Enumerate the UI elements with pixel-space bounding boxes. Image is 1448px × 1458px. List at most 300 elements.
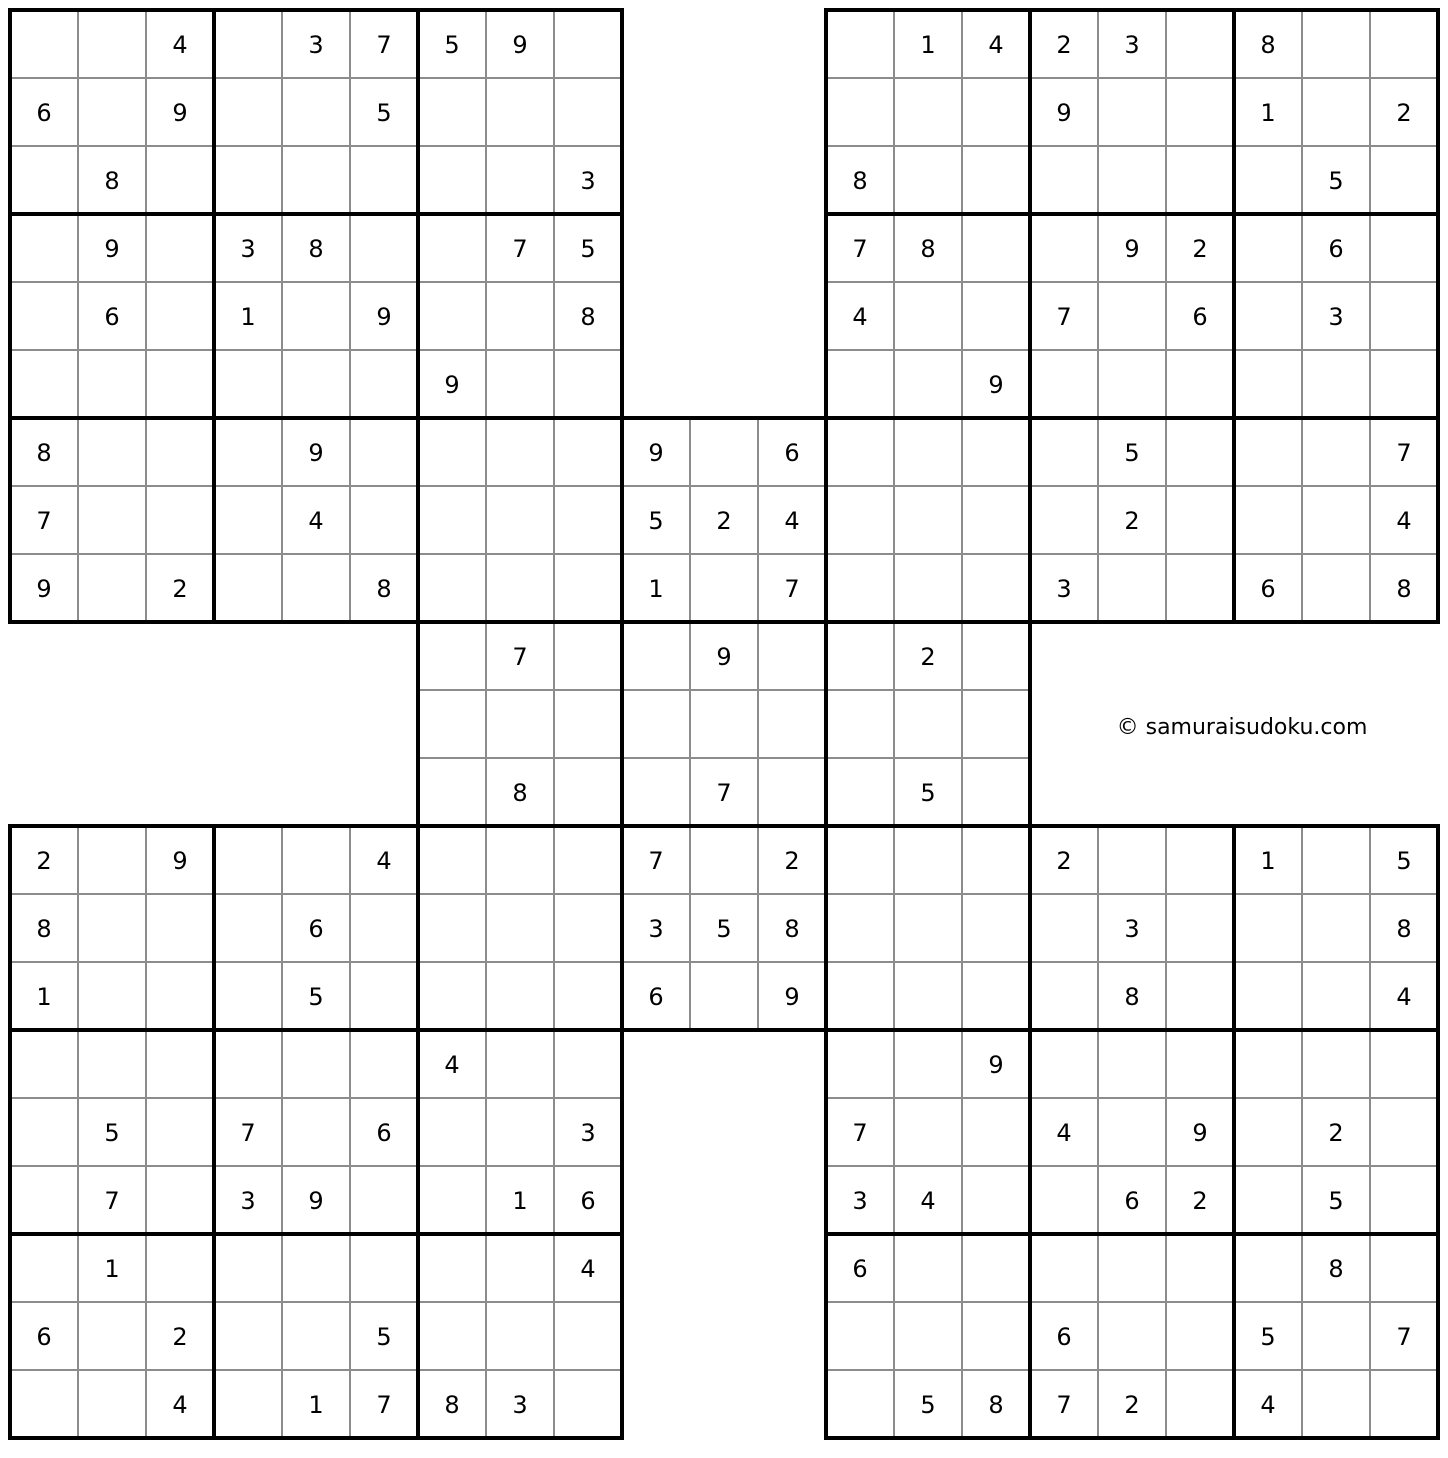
- given-digit: 9: [1056, 99, 1072, 127]
- sudoku-cell[interactable]: [826, 962, 894, 1030]
- sudoku-cell[interactable]: [350, 350, 418, 418]
- given-digit: 3: [512, 1391, 528, 1419]
- given-digit: 1: [648, 575, 664, 603]
- sudoku-cell[interactable]: [282, 1030, 350, 1098]
- sudoku-cell[interactable]: [554, 350, 622, 418]
- sudoku-cell[interactable]: [1098, 146, 1166, 214]
- sudoku-cell[interactable]: [214, 78, 282, 146]
- sudoku-cell[interactable]: [894, 78, 962, 146]
- given-digit: 7: [512, 643, 528, 671]
- sudoku-cell[interactable]: [146, 418, 214, 486]
- given-digit: 3: [240, 1187, 256, 1215]
- sudoku-cell[interactable]: [826, 1030, 894, 1098]
- sudoku-cell[interactable]: [1098, 1098, 1166, 1166]
- sudoku-cell[interactable]: [146, 486, 214, 554]
- given-digit: 6: [580, 1187, 596, 1215]
- given-digit: 3: [1124, 915, 1140, 943]
- sudoku-cell[interactable]: [554, 622, 622, 690]
- sudoku-cell[interactable]: [1166, 1030, 1234, 1098]
- given-digit: 9: [104, 235, 120, 263]
- sudoku-cell[interactable]: [894, 826, 962, 894]
- sudoku-cell[interactable]: [350, 486, 418, 554]
- sudoku-cell[interactable]: [1030, 962, 1098, 1030]
- given-digit: 3: [1124, 31, 1140, 59]
- sudoku-cell[interactable]: [894, 690, 962, 758]
- sudoku-cell[interactable]: [962, 1166, 1030, 1234]
- sudoku-cell[interactable]: [146, 894, 214, 962]
- sudoku-cell[interactable]: [486, 1234, 554, 1302]
- sudoku-cell[interactable]: [690, 962, 758, 1030]
- sudoku-cell[interactable]: [10, 350, 78, 418]
- sudoku-cell[interactable]: [962, 554, 1030, 622]
- given-digit: 2: [1056, 847, 1072, 875]
- sudoku-cell[interactable]: [418, 826, 486, 894]
- sudoku-cell[interactable]: [554, 894, 622, 962]
- sudoku-cell[interactable]: [962, 826, 1030, 894]
- sudoku-cell[interactable]: [1030, 1234, 1098, 1302]
- sudoku-cell[interactable]: [554, 1030, 622, 1098]
- sudoku-cell[interactable]: [486, 962, 554, 1030]
- sudoku-cell[interactable]: [554, 758, 622, 826]
- sudoku-cell[interactable]: [894, 1098, 962, 1166]
- sudoku-cell[interactable]: [1166, 1302, 1234, 1370]
- given-digit: 4: [172, 1391, 188, 1419]
- given-digit: 7: [784, 575, 800, 603]
- sudoku-cell[interactable]: [282, 1302, 350, 1370]
- given-digit: 9: [716, 643, 732, 671]
- given-digit: 7: [1056, 1391, 1072, 1419]
- sudoku-cell[interactable]: [1166, 554, 1234, 622]
- sudoku-cell[interactable]: [10, 282, 78, 350]
- sudoku-cell[interactable]: [418, 418, 486, 486]
- sudoku-cell[interactable]: [962, 1098, 1030, 1166]
- sudoku-cell[interactable]: [962, 418, 1030, 486]
- sudoku-cell[interactable]: [894, 146, 962, 214]
- sudoku-cell[interactable]: [1370, 1370, 1438, 1438]
- sudoku-cell[interactable]: [78, 554, 146, 622]
- sudoku-cell[interactable]: [826, 622, 894, 690]
- sudoku-cell[interactable]: [418, 282, 486, 350]
- sudoku-cell[interactable]: [486, 282, 554, 350]
- sudoku-cell[interactable]: [1234, 350, 1302, 418]
- sudoku-cell[interactable]: [826, 78, 894, 146]
- given-digit: 9: [172, 847, 188, 875]
- sudoku-cell[interactable]: [962, 894, 1030, 962]
- sudoku-cell[interactable]: [1234, 486, 1302, 554]
- sudoku-cell[interactable]: [1166, 1370, 1234, 1438]
- sudoku-cell[interactable]: [418, 146, 486, 214]
- sudoku-cell[interactable]: [554, 78, 622, 146]
- sudoku-cell[interactable]: [214, 146, 282, 214]
- sudoku-cell[interactable]: [350, 894, 418, 962]
- sudoku-cell[interactable]: [1234, 282, 1302, 350]
- sudoku-cell[interactable]: [418, 214, 486, 282]
- given-digit: 9: [512, 31, 528, 59]
- sudoku-cell[interactable]: [1098, 554, 1166, 622]
- given-digit: 7: [36, 507, 52, 535]
- given-digit: 8: [512, 779, 528, 807]
- sudoku-cell[interactable]: [282, 554, 350, 622]
- sudoku-cell[interactable]: [894, 962, 962, 1030]
- sudoku-cell[interactable]: [826, 1370, 894, 1438]
- sudoku-cell[interactable]: [622, 690, 690, 758]
- given-digit: 7: [716, 779, 732, 807]
- given-digit: 6: [36, 99, 52, 127]
- given-digit: 4: [1056, 1119, 1072, 1147]
- sudoku-cell[interactable]: [554, 10, 622, 78]
- given-digit: 4: [172, 31, 188, 59]
- sudoku-cell[interactable]: [826, 690, 894, 758]
- sudoku-cell[interactable]: [214, 826, 282, 894]
- sudoku-cell[interactable]: [282, 1234, 350, 1302]
- sudoku-cell[interactable]: [1166, 350, 1234, 418]
- sudoku-cell[interactable]: [1166, 894, 1234, 962]
- given-digit: 9: [784, 983, 800, 1011]
- sudoku-cell[interactable]: [78, 826, 146, 894]
- sudoku-cell[interactable]: [486, 554, 554, 622]
- sudoku-cell[interactable]: [1234, 146, 1302, 214]
- sudoku-cell[interactable]: [1166, 10, 1234, 78]
- sudoku-cell[interactable]: [1030, 146, 1098, 214]
- sudoku-cell[interactable]: [350, 146, 418, 214]
- given-digit: 1: [512, 1187, 528, 1215]
- sudoku-cell[interactable]: [1030, 486, 1098, 554]
- sudoku-cell[interactable]: [486, 146, 554, 214]
- sudoku-cell[interactable]: [350, 1166, 418, 1234]
- sudoku-cell[interactable]: [690, 826, 758, 894]
- sudoku-cell[interactable]: [146, 1030, 214, 1098]
- sudoku-cell[interactable]: [1302, 962, 1370, 1030]
- sudoku-cell[interactable]: [10, 214, 78, 282]
- sudoku-cell[interactable]: [78, 486, 146, 554]
- sudoku-cell[interactable]: [826, 758, 894, 826]
- sudoku-cell[interactable]: [690, 418, 758, 486]
- sudoku-cell[interactable]: [214, 1234, 282, 1302]
- sudoku-cell[interactable]: [1166, 486, 1234, 554]
- sudoku-cell[interactable]: [418, 1302, 486, 1370]
- copyright-text: © samuraisudoku.com: [1116, 715, 1368, 740]
- sudoku-cell[interactable]: [486, 690, 554, 758]
- sudoku-cell[interactable]: [418, 1166, 486, 1234]
- sudoku-cell[interactable]: [1166, 146, 1234, 214]
- sudoku-cell[interactable]: [894, 1234, 962, 1302]
- sudoku-cell[interactable]: [1302, 486, 1370, 554]
- given-digit: 3: [852, 1187, 868, 1215]
- sudoku-cell[interactable]: [1030, 214, 1098, 282]
- sudoku-cell[interactable]: [146, 962, 214, 1030]
- sudoku-cell[interactable]: [10, 10, 78, 78]
- sudoku-cell[interactable]: [894, 282, 962, 350]
- sudoku-cell[interactable]: [1302, 350, 1370, 418]
- sudoku-cell[interactable]: [418, 554, 486, 622]
- sudoku-cell[interactable]: [826, 350, 894, 418]
- sudoku-cell[interactable]: [826, 418, 894, 486]
- given-digit: 3: [648, 915, 664, 943]
- given-digit: 8: [920, 235, 936, 263]
- sudoku-cell[interactable]: [1098, 78, 1166, 146]
- sudoku-cell[interactable]: [146, 282, 214, 350]
- sudoku-cell[interactable]: [1098, 282, 1166, 350]
- sudoku-cell[interactable]: [214, 1370, 282, 1438]
- given-digit: 6: [1192, 303, 1208, 331]
- sudoku-cell[interactable]: [826, 10, 894, 78]
- sudoku-cell[interactable]: [418, 622, 486, 690]
- sudoku-cell[interactable]: [554, 1302, 622, 1370]
- sudoku-cell[interactable]: [214, 554, 282, 622]
- sudoku-cell[interactable]: [146, 1166, 214, 1234]
- sudoku-cell[interactable]: [894, 894, 962, 962]
- sudoku-cell[interactable]: [214, 350, 282, 418]
- sudoku-cell[interactable]: [1234, 418, 1302, 486]
- sudoku-cell[interactable]: [690, 690, 758, 758]
- given-digit: 2: [920, 643, 936, 671]
- given-digit: 7: [1396, 439, 1412, 467]
- sudoku-cell[interactable]: [1370, 1234, 1438, 1302]
- sudoku-cell[interactable]: [418, 486, 486, 554]
- sudoku-cell[interactable]: [894, 486, 962, 554]
- sudoku-cell[interactable]: [486, 78, 554, 146]
- sudoku-cell[interactable]: [962, 962, 1030, 1030]
- sudoku-cell[interactable]: [10, 1234, 78, 1302]
- sudoku-cell[interactable]: [1098, 1234, 1166, 1302]
- sudoku-cell[interactable]: [78, 1302, 146, 1370]
- given-digit: 7: [1056, 303, 1072, 331]
- sudoku-cell[interactable]: [1166, 1234, 1234, 1302]
- sudoku-cell[interactable]: [826, 554, 894, 622]
- sudoku-cell[interactable]: [1098, 1030, 1166, 1098]
- sudoku-cell[interactable]: [554, 690, 622, 758]
- sudoku-cell[interactable]: [418, 894, 486, 962]
- sudoku-cell[interactable]: [894, 418, 962, 486]
- sudoku-cell[interactable]: [10, 1166, 78, 1234]
- sudoku-cell[interactable]: [418, 690, 486, 758]
- sudoku-cell[interactable]: [1302, 10, 1370, 78]
- sudoku-cell[interactable]: [282, 1098, 350, 1166]
- sudoku-cell[interactable]: [486, 1098, 554, 1166]
- sudoku-cell[interactable]: [554, 826, 622, 894]
- sudoku-cell[interactable]: [1302, 894, 1370, 962]
- sudoku-cell[interactable]: [758, 758, 826, 826]
- sudoku-cell[interactable]: [486, 1030, 554, 1098]
- sudoku-cell[interactable]: [486, 826, 554, 894]
- sudoku-cell[interactable]: [486, 894, 554, 962]
- sudoku-cell[interactable]: [282, 146, 350, 214]
- sudoku-cell[interactable]: [1166, 826, 1234, 894]
- sudoku-cell[interactable]: [1166, 78, 1234, 146]
- sudoku-cell[interactable]: [554, 962, 622, 1030]
- given-digit: 9: [1192, 1119, 1208, 1147]
- sudoku-cell[interactable]: [1234, 962, 1302, 1030]
- sudoku-cell[interactable]: [1370, 282, 1438, 350]
- sudoku-cell[interactable]: [1302, 418, 1370, 486]
- sudoku-cell[interactable]: [894, 1030, 962, 1098]
- sudoku-cell[interactable]: [350, 214, 418, 282]
- sudoku-cell[interactable]: [1302, 826, 1370, 894]
- given-digit: 5: [920, 779, 936, 807]
- sudoku-cell[interactable]: [690, 554, 758, 622]
- sudoku-cell[interactable]: [554, 418, 622, 486]
- sudoku-cell[interactable]: [1370, 1166, 1438, 1234]
- sudoku-cell[interactable]: [214, 1302, 282, 1370]
- sudoku-cell[interactable]: [214, 1030, 282, 1098]
- sudoku-cell[interactable]: [78, 350, 146, 418]
- sudoku-cell[interactable]: [758, 622, 826, 690]
- sudoku-cell[interactable]: [418, 1098, 486, 1166]
- sudoku-cell[interactable]: [214, 10, 282, 78]
- sudoku-cell[interactable]: [350, 1030, 418, 1098]
- sudoku-cell[interactable]: [1302, 554, 1370, 622]
- sudoku-cell[interactable]: [962, 78, 1030, 146]
- sudoku-cell[interactable]: [282, 826, 350, 894]
- sudoku-cell[interactable]: [1098, 826, 1166, 894]
- sudoku-cell[interactable]: [826, 894, 894, 962]
- sudoku-cell[interactable]: [826, 486, 894, 554]
- sudoku-cell[interactable]: [78, 10, 146, 78]
- sudoku-cell[interactable]: [214, 486, 282, 554]
- sudoku-cell[interactable]: [350, 1234, 418, 1302]
- given-digit: 9: [36, 575, 52, 603]
- sudoku-cell[interactable]: [962, 690, 1030, 758]
- sudoku-cell[interactable]: [146, 214, 214, 282]
- given-digit: 5: [580, 235, 596, 263]
- sudoku-cell[interactable]: [1234, 1166, 1302, 1234]
- sudoku-cell[interactable]: [1166, 418, 1234, 486]
- given-digit: 4: [1396, 507, 1412, 535]
- given-digit: 9: [376, 303, 392, 331]
- sudoku-cell[interactable]: [826, 826, 894, 894]
- sudoku-cell[interactable]: [1302, 1370, 1370, 1438]
- given-digit: 4: [988, 31, 1004, 59]
- given-digit: 1: [1260, 99, 1276, 127]
- sudoku-cell[interactable]: [78, 78, 146, 146]
- given-digit: 6: [1056, 1323, 1072, 1351]
- sudoku-cell[interactable]: [1370, 1098, 1438, 1166]
- sudoku-cell[interactable]: [1302, 1030, 1370, 1098]
- given-digit: 8: [852, 167, 868, 195]
- sudoku-cell[interactable]: [214, 894, 282, 962]
- sudoku-cell[interactable]: [282, 78, 350, 146]
- sudoku-cell[interactable]: [10, 1370, 78, 1438]
- sudoku-cell[interactable]: [962, 1302, 1030, 1370]
- sudoku-cell[interactable]: [214, 418, 282, 486]
- sudoku-cell[interactable]: [1098, 350, 1166, 418]
- sudoku-cell[interactable]: [894, 554, 962, 622]
- sudoku-cell[interactable]: [1234, 214, 1302, 282]
- sudoku-cell[interactable]: [78, 1370, 146, 1438]
- sudoku-cell[interactable]: [1234, 1098, 1302, 1166]
- sudoku-cell[interactable]: [146, 1234, 214, 1302]
- sudoku-cell[interactable]: [282, 282, 350, 350]
- given-digit: 8: [36, 915, 52, 943]
- given-digit: 3: [1328, 303, 1344, 331]
- given-digit: 8: [1328, 1255, 1344, 1283]
- given-digit: 8: [1260, 31, 1276, 59]
- sudoku-cell[interactable]: [78, 418, 146, 486]
- sudoku-cell[interactable]: [622, 758, 690, 826]
- sudoku-cell[interactable]: [10, 146, 78, 214]
- sudoku-cell[interactable]: [962, 486, 1030, 554]
- sudoku-cell[interactable]: [962, 146, 1030, 214]
- sudoku-cell[interactable]: [486, 418, 554, 486]
- sudoku-cell[interactable]: [962, 758, 1030, 826]
- sudoku-cell[interactable]: [418, 1234, 486, 1302]
- sudoku-cell[interactable]: [1370, 146, 1438, 214]
- sudoku-cell[interactable]: [622, 622, 690, 690]
- sudoku-cell[interactable]: [10, 1030, 78, 1098]
- sudoku-cell[interactable]: [554, 486, 622, 554]
- sudoku-cell[interactable]: [554, 1370, 622, 1438]
- given-digit: 1: [240, 303, 256, 331]
- sudoku-cell[interactable]: [1030, 1166, 1098, 1234]
- sudoku-cell[interactable]: [1302, 78, 1370, 146]
- sudoku-cell[interactable]: [1166, 962, 1234, 1030]
- sudoku-cell[interactable]: [1098, 1302, 1166, 1370]
- sudoku-cell[interactable]: [486, 486, 554, 554]
- given-digit: 2: [784, 847, 800, 875]
- sudoku-cell[interactable]: [418, 962, 486, 1030]
- sudoku-cell[interactable]: [1370, 10, 1438, 78]
- sudoku-cell[interactable]: [78, 1030, 146, 1098]
- sudoku-cell[interactable]: [78, 894, 146, 962]
- sudoku-cell[interactable]: [758, 690, 826, 758]
- sudoku-cell[interactable]: [282, 350, 350, 418]
- sudoku-cell[interactable]: [350, 962, 418, 1030]
- sudoku-cell[interactable]: [486, 350, 554, 418]
- sudoku-cell[interactable]: [418, 78, 486, 146]
- sudoku-cell[interactable]: [350, 418, 418, 486]
- sudoku-cell[interactable]: [554, 554, 622, 622]
- given-digit: 2: [36, 847, 52, 875]
- sudoku-cell[interactable]: [1302, 1302, 1370, 1370]
- given-digit: 4: [376, 847, 392, 875]
- sudoku-cell[interactable]: [1030, 418, 1098, 486]
- given-digit: 4: [920, 1187, 936, 1215]
- given-digit: 7: [240, 1119, 256, 1147]
- sudoku-cell[interactable]: [1234, 1234, 1302, 1302]
- sudoku-cell[interactable]: [962, 1234, 1030, 1302]
- sudoku-cell[interactable]: [214, 962, 282, 1030]
- given-digit: 7: [1396, 1323, 1412, 1351]
- sudoku-cell[interactable]: [486, 1302, 554, 1370]
- given-digit: 2: [1056, 31, 1072, 59]
- given-digit: 1: [104, 1255, 120, 1283]
- sudoku-cell[interactable]: [826, 1302, 894, 1370]
- sudoku-cell[interactable]: [894, 1302, 962, 1370]
- sudoku-cell[interactable]: [146, 146, 214, 214]
- sudoku-cell[interactable]: [1234, 894, 1302, 962]
- sudoku-cell[interactable]: [10, 1098, 78, 1166]
- given-digit: 2: [1328, 1119, 1344, 1147]
- sudoku-cell[interactable]: [962, 282, 1030, 350]
- sudoku-cell[interactable]: [1370, 350, 1438, 418]
- sudoku-cell[interactable]: [146, 350, 214, 418]
- sudoku-cell[interactable]: [1234, 1030, 1302, 1098]
- sudoku-cell[interactable]: [418, 758, 486, 826]
- sudoku-cell[interactable]: [962, 214, 1030, 282]
- sudoku-cell[interactable]: [1030, 1030, 1098, 1098]
- given-digit: 4: [784, 507, 800, 535]
- sudoku-cell[interactable]: [962, 622, 1030, 690]
- sudoku-cell[interactable]: [78, 962, 146, 1030]
- sudoku-cell[interactable]: [146, 1098, 214, 1166]
- sudoku-cell[interactable]: [1030, 350, 1098, 418]
- sudoku-cell[interactable]: [894, 350, 962, 418]
- sudoku-cell[interactable]: [1370, 1030, 1438, 1098]
- given-digit: 4: [580, 1255, 596, 1283]
- sudoku-cell[interactable]: [1030, 894, 1098, 962]
- sudoku-cell[interactable]: [1370, 214, 1438, 282]
- given-digit: 5: [1396, 847, 1412, 875]
